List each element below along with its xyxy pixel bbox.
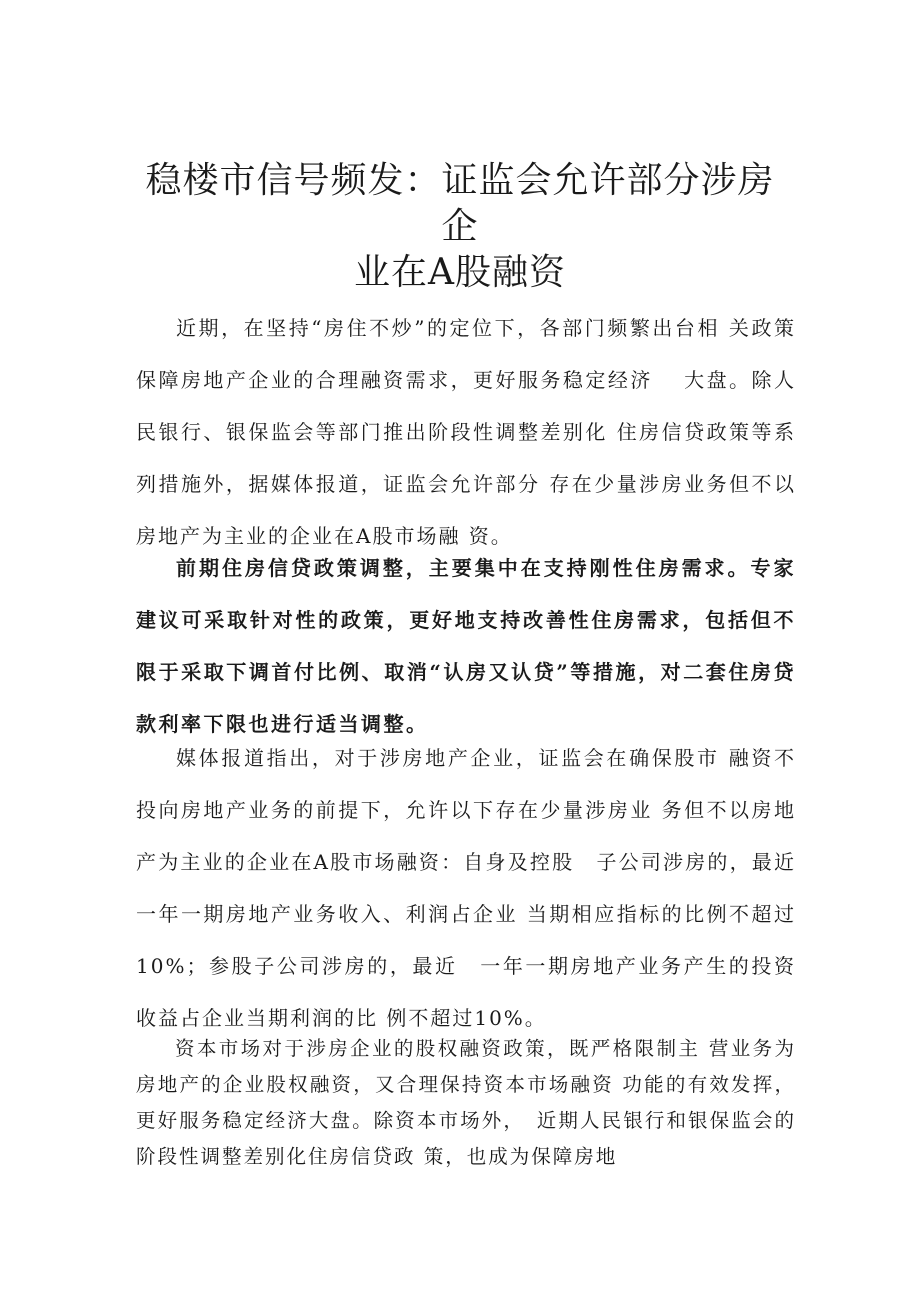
title-line-1: 稳楼市信号频发：证监会允许部分涉房企 bbox=[145, 160, 775, 247]
paragraph-expert-advice: 前期住房信贷政策调整，主要集中在支持刚性住房需求。专家建议可采取针对性的政策，更好地支持改善性住房需求，包括但不限于采取下调首付比例、取消“认房又认贷”等措施，对二套住房贷款利率下限也进行适当调整。 bbox=[136, 556, 796, 736]
paragraph-capital-market: 资本市场对于涉房企业的股权融资政策，既严格限制主 营业务为房地产的企业股权融资，又合理保持资本市场融资 功能的有效发挥，更好服务稳定经济大盘。除资本市场外， 近期人民银行和银保监会的阶段性调整差别化住房信贷政 策，也成为保障房地 bbox=[136, 1037, 796, 1168]
paragraph-csrc-rules: 媒体报道指出，对于涉房地产企业，证监会在确保股市 融资不投向房地产业务的前提下，允许以下存在少量涉房业 务但不以房地产为主业的企业在A股市场融资：自身及控股 子公司涉房的，最近一年一期房地产业务收入、利润占企业 当期相应指标的比例不超过10%；参股子公司涉房的，最近 一年一期房地产业务产生的投资收益占企业当期利润的比 例不超过10%。 bbox=[136, 746, 796, 1030]
page-title bbox=[130, 158, 790, 296]
paragraph-intro: 近期，在坚持“房住不炒”的定位下，各部门频繁出台相 关政策保障房地产企业的合理融资需求，更好服务稳定经济 大盘。除人民银行、银保监会等部门推出阶段性调整差别化 住房信贷政策等系列措施外，据媒体报道，证监会允许部分 存在少量涉房业务但不以房地产为主业的企业在A股市场融 资。 bbox=[136, 316, 796, 548]
title-line-2: 业在A股融资 bbox=[354, 252, 566, 293]
